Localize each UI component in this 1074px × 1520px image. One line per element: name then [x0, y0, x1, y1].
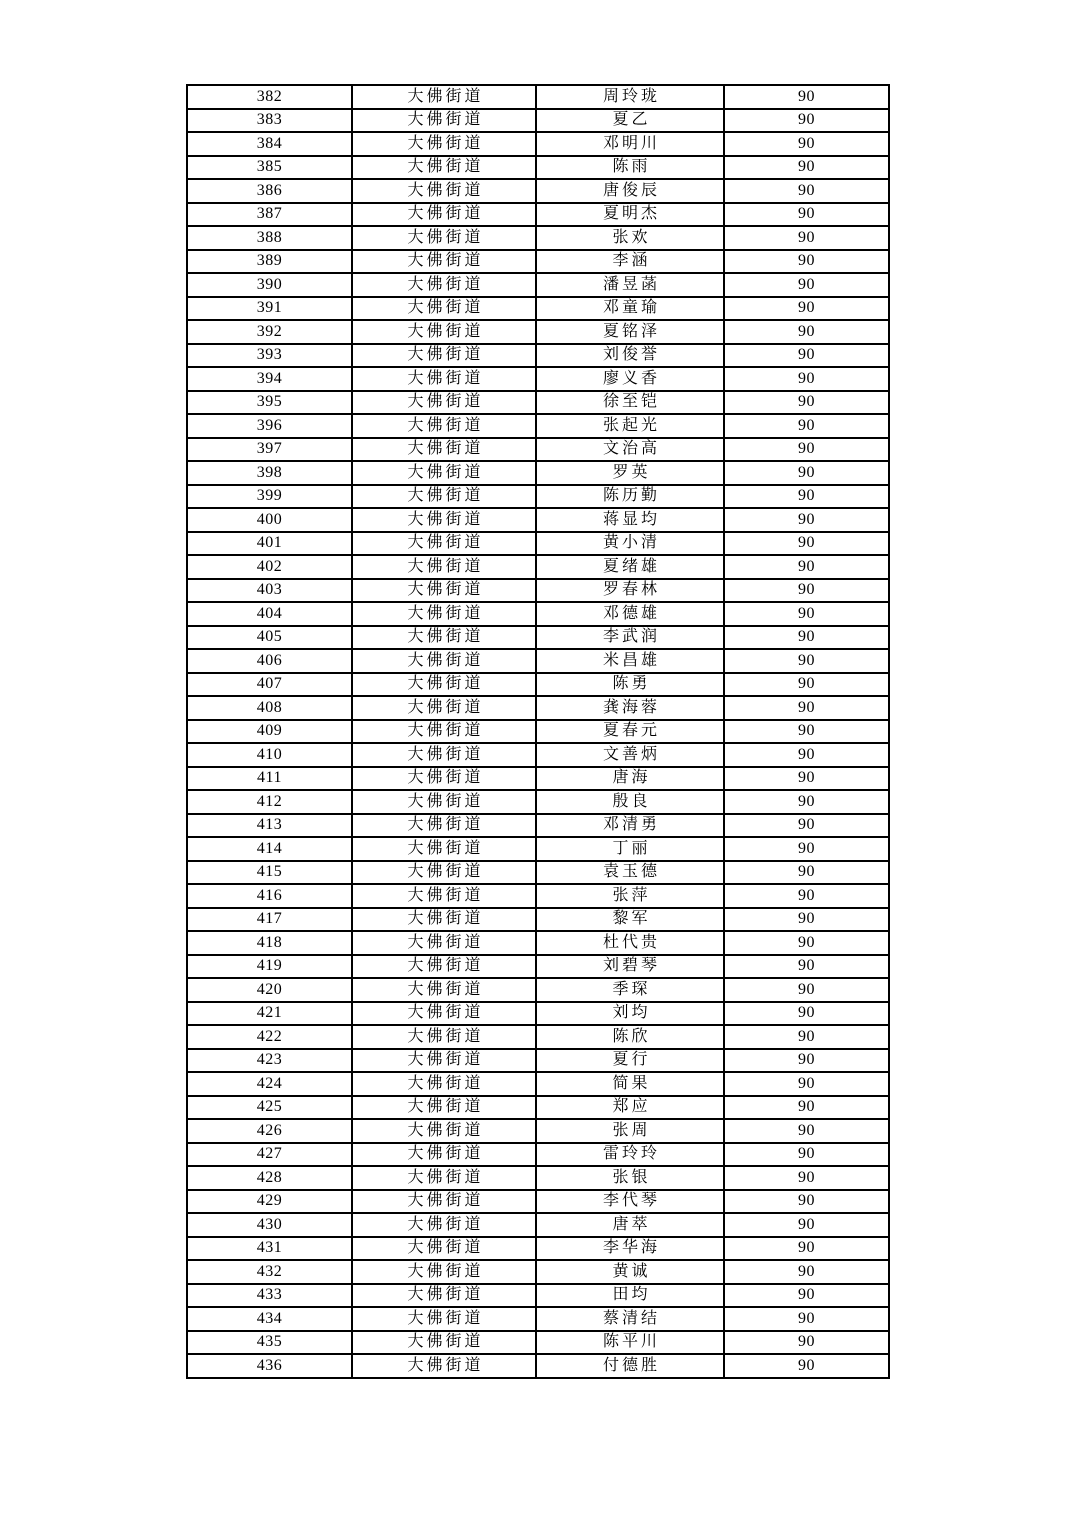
cell-no: 402: [187, 555, 352, 579]
table-row: [187, 203, 889, 227]
cell-street: 大佛街道: [352, 109, 536, 133]
cell-no: 392: [187, 320, 352, 344]
cell-no: 429: [187, 1190, 352, 1214]
cell-name: 张银: [536, 1166, 724, 1190]
table-row: [187, 297, 889, 321]
cell-name: 郑应: [536, 1096, 724, 1120]
cell-score: 90: [724, 555, 889, 579]
cell-score: 90: [724, 1190, 889, 1214]
cell-no: 418: [187, 931, 352, 955]
cell-no: 413: [187, 814, 352, 838]
cell-name: 唐俊辰: [536, 179, 724, 203]
cell-name: 邓清勇: [536, 814, 724, 838]
table-row: [187, 555, 889, 579]
cell-street: 大佛街道: [352, 367, 536, 391]
cell-score: 90: [724, 391, 889, 415]
table-row: [187, 461, 889, 485]
cell-name: 陈平川: [536, 1331, 724, 1355]
cell-street: 大佛街道: [352, 743, 536, 767]
cell-no: 404: [187, 602, 352, 626]
cell-street: 大佛街道: [352, 1237, 536, 1261]
cell-name: 蔡清结: [536, 1307, 724, 1331]
table-row: [187, 414, 889, 438]
cell-street: 大佛街道: [352, 1025, 536, 1049]
table-row: [187, 391, 889, 415]
table-row: [187, 1213, 889, 1237]
cell-no: 398: [187, 461, 352, 485]
cell-street: 大佛街道: [352, 532, 536, 556]
cell-no: 385: [187, 156, 352, 180]
cell-score: 90: [724, 414, 889, 438]
table-row: [187, 696, 889, 720]
cell-score: 90: [724, 649, 889, 673]
cell-no: 416: [187, 884, 352, 908]
cell-name: 李涵: [536, 250, 724, 274]
cell-name: 潘昱菡: [536, 273, 724, 297]
cell-street: 大佛街道: [352, 579, 536, 603]
cell-no: 431: [187, 1237, 352, 1261]
cell-no: 399: [187, 485, 352, 509]
cell-no: 433: [187, 1284, 352, 1308]
cell-street: 大佛街道: [352, 85, 536, 109]
cell-name: 李华海: [536, 1237, 724, 1261]
table-row: [187, 602, 889, 626]
cell-score: 90: [724, 955, 889, 979]
cell-no: 424: [187, 1072, 352, 1096]
cell-name: 杜代贵: [536, 931, 724, 955]
table-row: [187, 743, 889, 767]
cell-street: 大佛街道: [352, 273, 536, 297]
cell-score: 90: [724, 1143, 889, 1167]
cell-score: 90: [724, 109, 889, 133]
cell-name: 夏春元: [536, 720, 724, 744]
cell-name: 邓童瑜: [536, 297, 724, 321]
cell-score: 90: [724, 861, 889, 885]
cell-street: 大佛街道: [352, 438, 536, 462]
cell-name: 李代琴: [536, 1190, 724, 1214]
cell-name: 张欢: [536, 226, 724, 250]
table-row: [187, 273, 889, 297]
cell-street: 大佛街道: [352, 908, 536, 932]
cell-no: 436: [187, 1354, 352, 1378]
cell-street: 大佛街道: [352, 320, 536, 344]
cell-score: 90: [724, 790, 889, 814]
cell-score: 90: [724, 1072, 889, 1096]
cell-name: 廖义香: [536, 367, 724, 391]
table-row: [187, 156, 889, 180]
table-row: [187, 1260, 889, 1284]
cell-no: 401: [187, 532, 352, 556]
cell-name: 米昌雄: [536, 649, 724, 673]
cell-street: 大佛街道: [352, 179, 536, 203]
cell-no: 430: [187, 1213, 352, 1237]
cell-street: 大佛街道: [352, 391, 536, 415]
table-row: [187, 1025, 889, 1049]
table-row: [187, 1307, 889, 1331]
cell-name: 雷玲玲: [536, 1143, 724, 1167]
cell-score: 90: [724, 579, 889, 603]
cell-street: 大佛街道: [352, 297, 536, 321]
cell-street: 大佛街道: [352, 814, 536, 838]
cell-no: 427: [187, 1143, 352, 1167]
cell-street: 大佛街道: [352, 1354, 536, 1378]
table-row: [187, 532, 889, 556]
cell-street: 大佛街道: [352, 156, 536, 180]
cell-no: 420: [187, 978, 352, 1002]
cell-name: 张周: [536, 1119, 724, 1143]
cell-no: 391: [187, 297, 352, 321]
cell-no: 434: [187, 1307, 352, 1331]
cell-name: 张萍: [536, 884, 724, 908]
cell-name: 黎军: [536, 908, 724, 932]
table-row: [187, 508, 889, 532]
cell-no: 387: [187, 203, 352, 227]
cell-name: 陈雨: [536, 156, 724, 180]
cell-name: 唐萃: [536, 1213, 724, 1237]
cell-score: 90: [724, 931, 889, 955]
table-row: [187, 767, 889, 791]
cell-no: 408: [187, 696, 352, 720]
cell-no: 426: [187, 1119, 352, 1143]
cell-score: 90: [724, 179, 889, 203]
cell-name: 刘俊誉: [536, 344, 724, 368]
cell-score: 90: [724, 696, 889, 720]
table-row: [187, 1237, 889, 1261]
cell-street: 大佛街道: [352, 955, 536, 979]
cell-score: 90: [724, 1025, 889, 1049]
cell-score: 90: [724, 273, 889, 297]
cell-no: 428: [187, 1166, 352, 1190]
cell-name: 蒋显均: [536, 508, 724, 532]
cell-street: 大佛街道: [352, 461, 536, 485]
cell-street: 大佛街道: [352, 837, 536, 861]
cell-no: 395: [187, 391, 352, 415]
cell-street: 大佛街道: [352, 1002, 536, 1026]
cell-name: 文治高: [536, 438, 724, 462]
table-row: [187, 908, 889, 932]
cell-street: 大佛街道: [352, 884, 536, 908]
cell-street: 大佛街道: [352, 485, 536, 509]
cell-no: 423: [187, 1049, 352, 1073]
cell-name: 黄诚: [536, 1260, 724, 1284]
cell-no: 397: [187, 438, 352, 462]
cell-no: 422: [187, 1025, 352, 1049]
table-row: [187, 1096, 889, 1120]
cell-street: 大佛街道: [352, 132, 536, 156]
cell-street: 大佛街道: [352, 226, 536, 250]
cell-name: 刘均: [536, 1002, 724, 1026]
table-row: [187, 673, 889, 697]
cell-no: 411: [187, 767, 352, 791]
cell-street: 大佛街道: [352, 673, 536, 697]
cell-score: 90: [724, 1049, 889, 1073]
cell-score: 90: [724, 85, 889, 109]
cell-street: 大佛街道: [352, 720, 536, 744]
cell-street: 大佛街道: [352, 978, 536, 1002]
cell-street: 大佛街道: [352, 203, 536, 227]
cell-no: 432: [187, 1260, 352, 1284]
cell-name: 张起光: [536, 414, 724, 438]
cell-score: 90: [724, 320, 889, 344]
cell-name: 田均: [536, 1284, 724, 1308]
score-table: [186, 84, 890, 1379]
table-row: [187, 579, 889, 603]
cell-score: 90: [724, 1260, 889, 1284]
cell-name: 周玲珑: [536, 85, 724, 109]
cell-no: 435: [187, 1331, 352, 1355]
cell-name: 邓德雄: [536, 602, 724, 626]
cell-score: 90: [724, 884, 889, 908]
cell-score: 90: [724, 743, 889, 767]
cell-no: 383: [187, 109, 352, 133]
table-row: [187, 85, 889, 109]
cell-no: 421: [187, 1002, 352, 1026]
cell-score: 90: [724, 532, 889, 556]
cell-score: 90: [724, 908, 889, 932]
table-row: [187, 1331, 889, 1355]
cell-no: 389: [187, 250, 352, 274]
cell-street: 大佛街道: [352, 931, 536, 955]
cell-score: 90: [724, 367, 889, 391]
cell-name: 夏行: [536, 1049, 724, 1073]
cell-score: 90: [724, 767, 889, 791]
cell-score: 90: [724, 602, 889, 626]
cell-street: 大佛街道: [352, 602, 536, 626]
cell-no: 390: [187, 273, 352, 297]
table-row: [187, 1049, 889, 1073]
cell-street: 大佛街道: [352, 555, 536, 579]
table-row: [187, 179, 889, 203]
table-row: [187, 955, 889, 979]
cell-no: 386: [187, 179, 352, 203]
table-row: [187, 837, 889, 861]
cell-street: 大佛街道: [352, 250, 536, 274]
cell-score: 90: [724, 837, 889, 861]
table-row: [187, 649, 889, 673]
cell-street: 大佛街道: [352, 1119, 536, 1143]
cell-no: 388: [187, 226, 352, 250]
table-row: [187, 367, 889, 391]
cell-street: 大佛街道: [352, 626, 536, 650]
cell-street: 大佛街道: [352, 1260, 536, 1284]
table-row: [187, 1166, 889, 1190]
table-row: [187, 1354, 889, 1378]
cell-name: 罗英: [536, 461, 724, 485]
cell-no: 403: [187, 579, 352, 603]
cell-no: 425: [187, 1096, 352, 1120]
cell-no: 407: [187, 673, 352, 697]
table-row: [187, 1284, 889, 1308]
cell-no: 410: [187, 743, 352, 767]
cell-score: 90: [724, 1002, 889, 1026]
cell-score: 90: [724, 1237, 889, 1261]
table-row: [187, 978, 889, 1002]
cell-no: 393: [187, 344, 352, 368]
table-row: [187, 884, 889, 908]
cell-name: 唐海: [536, 767, 724, 791]
table-row: [187, 1119, 889, 1143]
cell-name: 殷良: [536, 790, 724, 814]
cell-name: 夏明杰: [536, 203, 724, 227]
table-row: [187, 344, 889, 368]
cell-score: 90: [724, 485, 889, 509]
cell-name: 陈欣: [536, 1025, 724, 1049]
cell-no: 406: [187, 649, 352, 673]
cell-name: 陈勇: [536, 673, 724, 697]
cell-street: 大佛街道: [352, 344, 536, 368]
table-row: [187, 931, 889, 955]
table-row: [187, 1143, 889, 1167]
cell-name: 徐至铠: [536, 391, 724, 415]
cell-name: 邓明川: [536, 132, 724, 156]
cell-no: 419: [187, 955, 352, 979]
cell-street: 大佛街道: [352, 861, 536, 885]
cell-street: 大佛街道: [352, 1049, 536, 1073]
table-row: [187, 132, 889, 156]
cell-score: 90: [724, 203, 889, 227]
cell-no: 405: [187, 626, 352, 650]
cell-no: 409: [187, 720, 352, 744]
cell-street: 大佛街道: [352, 696, 536, 720]
cell-no: 384: [187, 132, 352, 156]
cell-score: 90: [724, 1354, 889, 1378]
cell-score: 90: [724, 1331, 889, 1355]
cell-score: 90: [724, 438, 889, 462]
cell-street: 大佛街道: [352, 1143, 536, 1167]
cell-street: 大佛街道: [352, 1072, 536, 1096]
cell-score: 90: [724, 1284, 889, 1308]
cell-street: 大佛街道: [352, 1096, 536, 1120]
table-row: [187, 626, 889, 650]
cell-score: 90: [724, 132, 889, 156]
cell-no: 396: [187, 414, 352, 438]
cell-no: 400: [187, 508, 352, 532]
cell-street: 大佛街道: [352, 1284, 536, 1308]
cell-score: 90: [724, 1307, 889, 1331]
cell-score: 90: [724, 1166, 889, 1190]
cell-name: 黄小清: [536, 532, 724, 556]
cell-name: 李武润: [536, 626, 724, 650]
cell-no: 382: [187, 85, 352, 109]
cell-name: 夏乙: [536, 109, 724, 133]
cell-name: 付德胜: [536, 1354, 724, 1378]
cell-name: 丁丽: [536, 837, 724, 861]
cell-name: 夏绪雄: [536, 555, 724, 579]
cell-name: 季琛: [536, 978, 724, 1002]
cell-name: 龚海蓉: [536, 696, 724, 720]
cell-name: 简果: [536, 1072, 724, 1096]
cell-no: 412: [187, 790, 352, 814]
cell-score: 90: [724, 461, 889, 485]
cell-name: 罗春林: [536, 579, 724, 603]
table-row: [187, 1002, 889, 1026]
cell-score: 90: [724, 156, 889, 180]
cell-name: 袁玉德: [536, 861, 724, 885]
score-table-body: [187, 85, 889, 1378]
cell-score: 90: [724, 1119, 889, 1143]
cell-name: 刘碧琴: [536, 955, 724, 979]
cell-name: 陈历勤: [536, 485, 724, 509]
cell-street: 大佛街道: [352, 1166, 536, 1190]
table-row: [187, 109, 889, 133]
table-row: [187, 485, 889, 509]
cell-score: 90: [724, 250, 889, 274]
cell-street: 大佛街道: [352, 767, 536, 791]
table-row: [187, 226, 889, 250]
cell-street: 大佛街道: [352, 790, 536, 814]
cell-score: 90: [724, 1096, 889, 1120]
table-row: [187, 438, 889, 462]
cell-score: 90: [724, 978, 889, 1002]
cell-name: 文善炳: [536, 743, 724, 767]
cell-score: 90: [724, 297, 889, 321]
cell-no: 415: [187, 861, 352, 885]
table-row: [187, 250, 889, 274]
cell-score: 90: [724, 673, 889, 697]
cell-street: 大佛街道: [352, 1213, 536, 1237]
cell-score: 90: [724, 226, 889, 250]
cell-no: 394: [187, 367, 352, 391]
cell-street: 大佛街道: [352, 508, 536, 532]
cell-street: 大佛街道: [352, 649, 536, 673]
cell-name: 夏铭泽: [536, 320, 724, 344]
table-row: [187, 320, 889, 344]
table-row: [187, 861, 889, 885]
cell-score: 90: [724, 626, 889, 650]
cell-street: 大佛街道: [352, 1190, 536, 1214]
table-row: [187, 1072, 889, 1096]
table-row: [187, 720, 889, 744]
cell-score: 90: [724, 814, 889, 838]
table-row: [187, 790, 889, 814]
cell-score: 90: [724, 720, 889, 744]
cell-street: 大佛街道: [352, 1307, 536, 1331]
cell-no: 414: [187, 837, 352, 861]
cell-score: 90: [724, 344, 889, 368]
cell-street: 大佛街道: [352, 414, 536, 438]
cell-no: 417: [187, 908, 352, 932]
cell-score: 90: [724, 1213, 889, 1237]
table-row: [187, 1190, 889, 1214]
cell-street: 大佛街道: [352, 1331, 536, 1355]
table-row: [187, 814, 889, 838]
cell-score: 90: [724, 508, 889, 532]
